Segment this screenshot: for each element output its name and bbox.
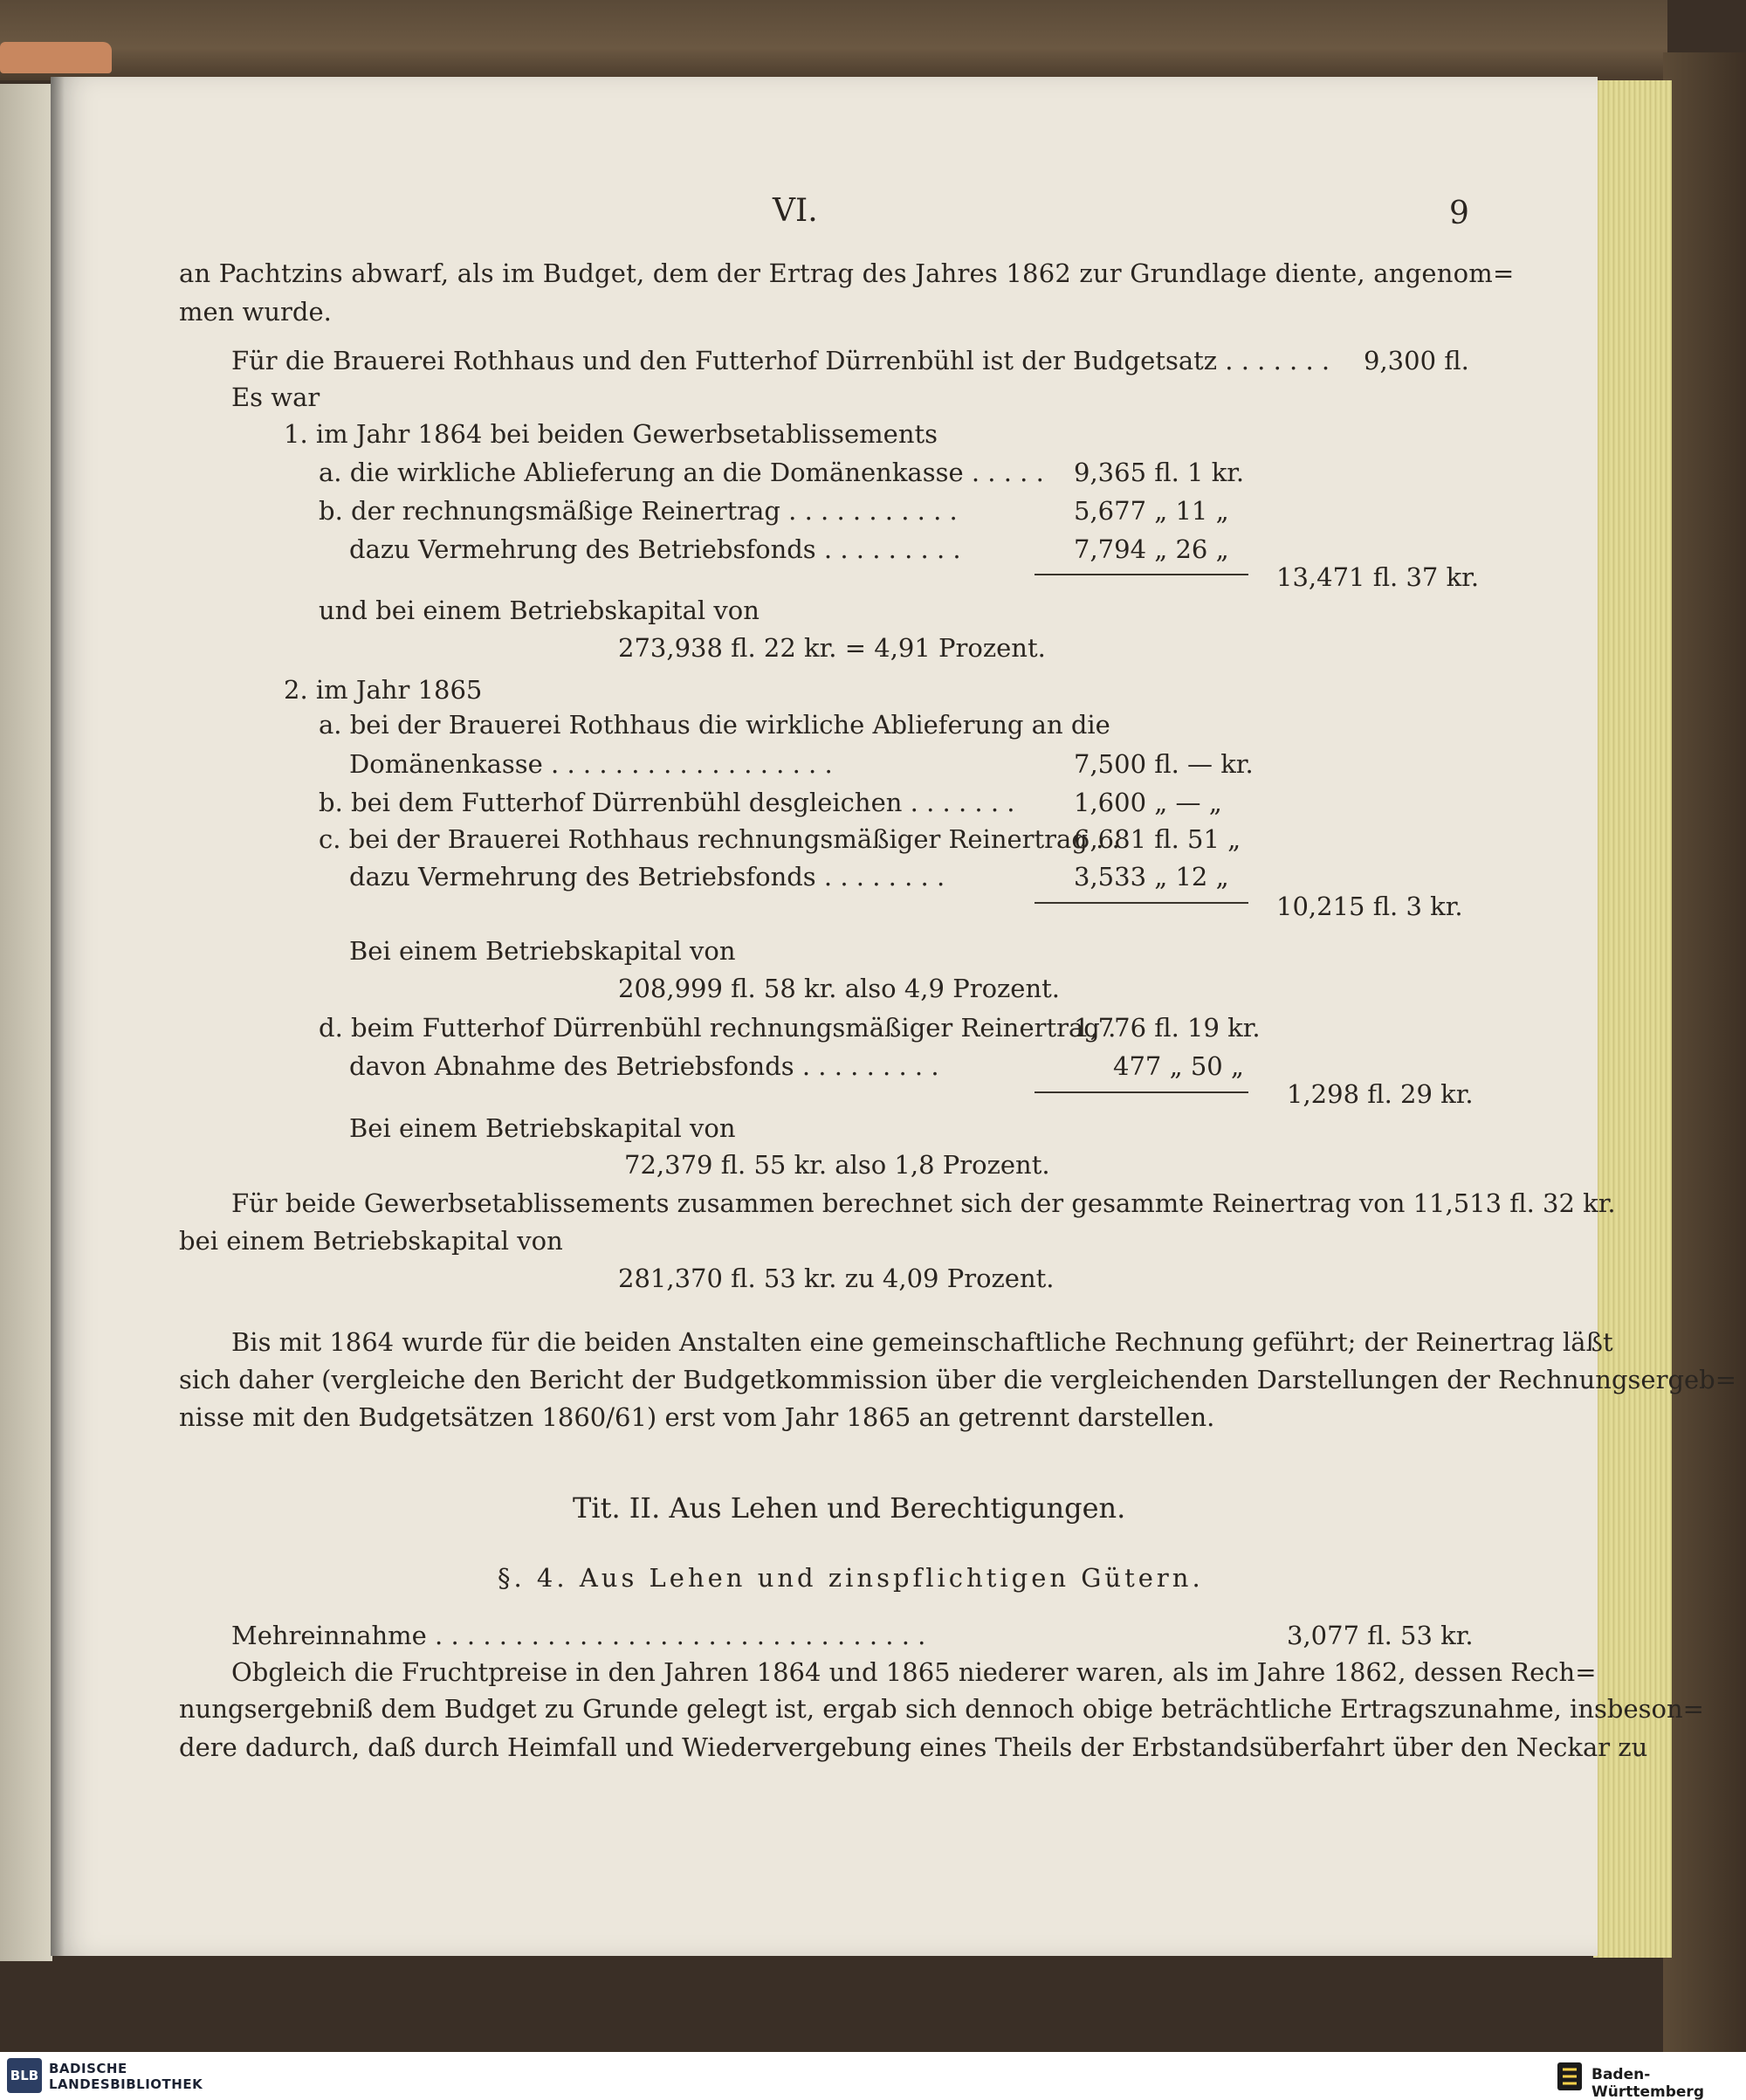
final-line-1: Obgleich die Fruchtpreise in den Jahren 1864 und 1865 niederer waren, als im Jahre 1862, dessen Rech= [231,1657,1597,1687]
y1865-d2-label: davon Abnahme des Betriebsfonds . . . . . . . . . [349,1051,939,1081]
previous-page-edge [0,84,52,1961]
y1865-item-d-label: dazu Vermehrung des Betriebsfonds . . . . . . . . [349,862,945,892]
y1865-d-value: 1,776 fl. 19 kr. [1074,1013,1261,1043]
mehreinnahme-value: 3,077 fl. 53 kr. [1287,1621,1474,1650]
budget-value: 9,300 fl. [1364,346,1469,375]
page-edges [1593,80,1672,1958]
final-line-3: dere dadurch, daß durch Heimfall und Wiedervergebung eines Theils der Erbstandsüberfahrt über den Neckar zu [179,1732,1648,1762]
y1865-item-a-label: Domänenkasse . . . . . . . . . . . . . . . . . . [349,749,833,779]
sum-rule-d [1035,1091,1248,1093]
year-1865-heading: 2. im Jahr 1865 [284,675,483,705]
y1865-item-b-value: 1,600 „ — „ [1074,788,1222,817]
y1865-d-kapital-value: 72,379 fl. 55 kr. also 1,8 Prozent. [624,1150,1050,1180]
sum-rule-1865 [1035,902,1248,904]
intro-line-1: an Pachtzins abwarf, als im Budget, dem der Ertrag des Jahres 1862 zur Grundlage diente, angenom= [179,258,1515,288]
y1865-item-c-value: 6,681 fl. 51 „ [1074,824,1241,854]
title-ii-heading: Tit. II. Aus Lehen und Berechtigungen. [573,1491,1126,1525]
y1864-item-b-value: 5,677 „ 11 „ [1074,496,1229,526]
y1865-item-c-label: c. bei der Brauerei Rothhaus rechnungsmäßiger Reinertrag . . [319,824,1120,854]
y1865-d2-value: 477 „ 50 „ [1113,1051,1244,1081]
page-number: 9 [1449,196,1469,231]
y1865-kapital-label: Bei einem Betriebskapital von [349,936,736,966]
combined-line-1: Für beide Gewerbsetablissements zusammen berechnet sich der gesammte Reinertrag von 11,513 fl. 32 kr. [231,1188,1616,1218]
section-number: VI. [773,193,818,229]
blb-logo[interactable]: BLB [7,2058,42,2093]
section-4-heading: §. 4. Aus Lehen und zinspflichtigen Gütern. [498,1563,1204,1593]
blb-name-line-2: LANDESBIBLIOTHEK [49,2076,203,2092]
note-line-2: sich daher (vergleiche den Bericht der Budgetkommission über die vergleichenden Darstellungen der Rechnungsergeb= [179,1365,1737,1394]
gutter-shadow [51,77,65,1956]
final-line-2: nungsergebniß dem Budget zu Grunde gelegt ist, ergab sich dennoch obige beträchtliche Ertragszunahme, insbeson= [179,1694,1704,1724]
bookmark-tab [0,42,112,73]
book-cover-right [1663,52,1746,2061]
budget-line: Für die Brauerei Rothhaus und den Futterhof Dürrenbühl ist der Budgetsatz . . . . . . . [231,346,1330,375]
book-cover-top [0,0,1667,80]
es-war: Es war [231,382,320,412]
footer-bar [0,2052,1746,2100]
combined-line-2: bei einem Betriebskapital von [179,1226,563,1256]
y1865-item-a-value: 7,500 fl. — kr. [1074,749,1254,779]
intro-line-2: men wurde. [179,297,332,327]
y1864-item-b-label: b. der rechnungsmäßige Reinertrag . . . . . . . . . . . [319,496,958,526]
y1864-item-c-label: dazu Vermehrung des Betriebsfonds . . . . . . . . . [349,534,961,564]
note-line-3: nisse mit den Budgetsätzen 1860/61) erst vom Jahr 1865 an getrennt darstellen. [179,1402,1215,1432]
y1865-total: 10,215 fl. 3 kr. [1276,892,1463,921]
y1864-item-a-value: 9,365 fl. 1 kr. [1074,458,1245,487]
y1865-d-kapital-label: Bei einem Betriebskapital von [349,1113,736,1143]
y1864-kapital-value: 273,938 fl. 22 kr. = 4,91 Prozent. [618,633,1046,663]
year-1864-heading: 1. im Jahr 1864 bei beiden Gewerbsetablissements [284,419,938,449]
y1865-d-label: d. beim Futterhof Dürrenbühl rechnungsmäßiger Reinertrag . [319,1013,1117,1043]
y1865-kapital-value: 208,999 fl. 58 kr. also 4,9 Prozent. [618,974,1061,1003]
mehreinnahme-label: Mehreinnahme . . . . . . . . . . . . . . . . . . . . . . . . . . . . . . . [231,1621,926,1650]
y1865-item-a-line1: a. bei der Brauerei Rothhaus die wirkliche Ablieferung an die [319,710,1110,740]
y1864-item-a-label: a. die wirkliche Ablieferung an die Domänenkasse . . . . . [319,458,1044,487]
y1864-total: 13,471 fl. 37 kr. [1276,562,1480,592]
y1864-item-c-value: 7,794 „ 26 „ [1074,534,1229,564]
y1865-d-total: 1,298 fl. 29 kr. [1287,1079,1474,1109]
y1865-item-d-value: 3,533 „ 12 „ [1074,862,1229,892]
blb-name-line-1: BADISCHE [49,2061,127,2076]
sum-rule-1864 [1035,574,1248,575]
y1865-item-b-label: b. bei dem Futterhof Dürrenbühl desgleichen . . . . . . . [319,788,1015,817]
baden-wuerttemberg-lion-icon [1554,2059,1585,2094]
baden-wuerttemberg-label[interactable]: Baden-Württemberg [1591,2066,1704,2100]
note-line-1: Bis mit 1864 wurde für die beiden Anstalten eine gemeinschaftliche Rechnung geführt; der Reinertrag läßt [231,1327,1613,1357]
combined-value: 281,370 fl. 53 kr. zu 4,09 Prozent. [618,1263,1055,1293]
y1864-kapital-label: und bei einem Betriebskapital von [319,596,760,625]
